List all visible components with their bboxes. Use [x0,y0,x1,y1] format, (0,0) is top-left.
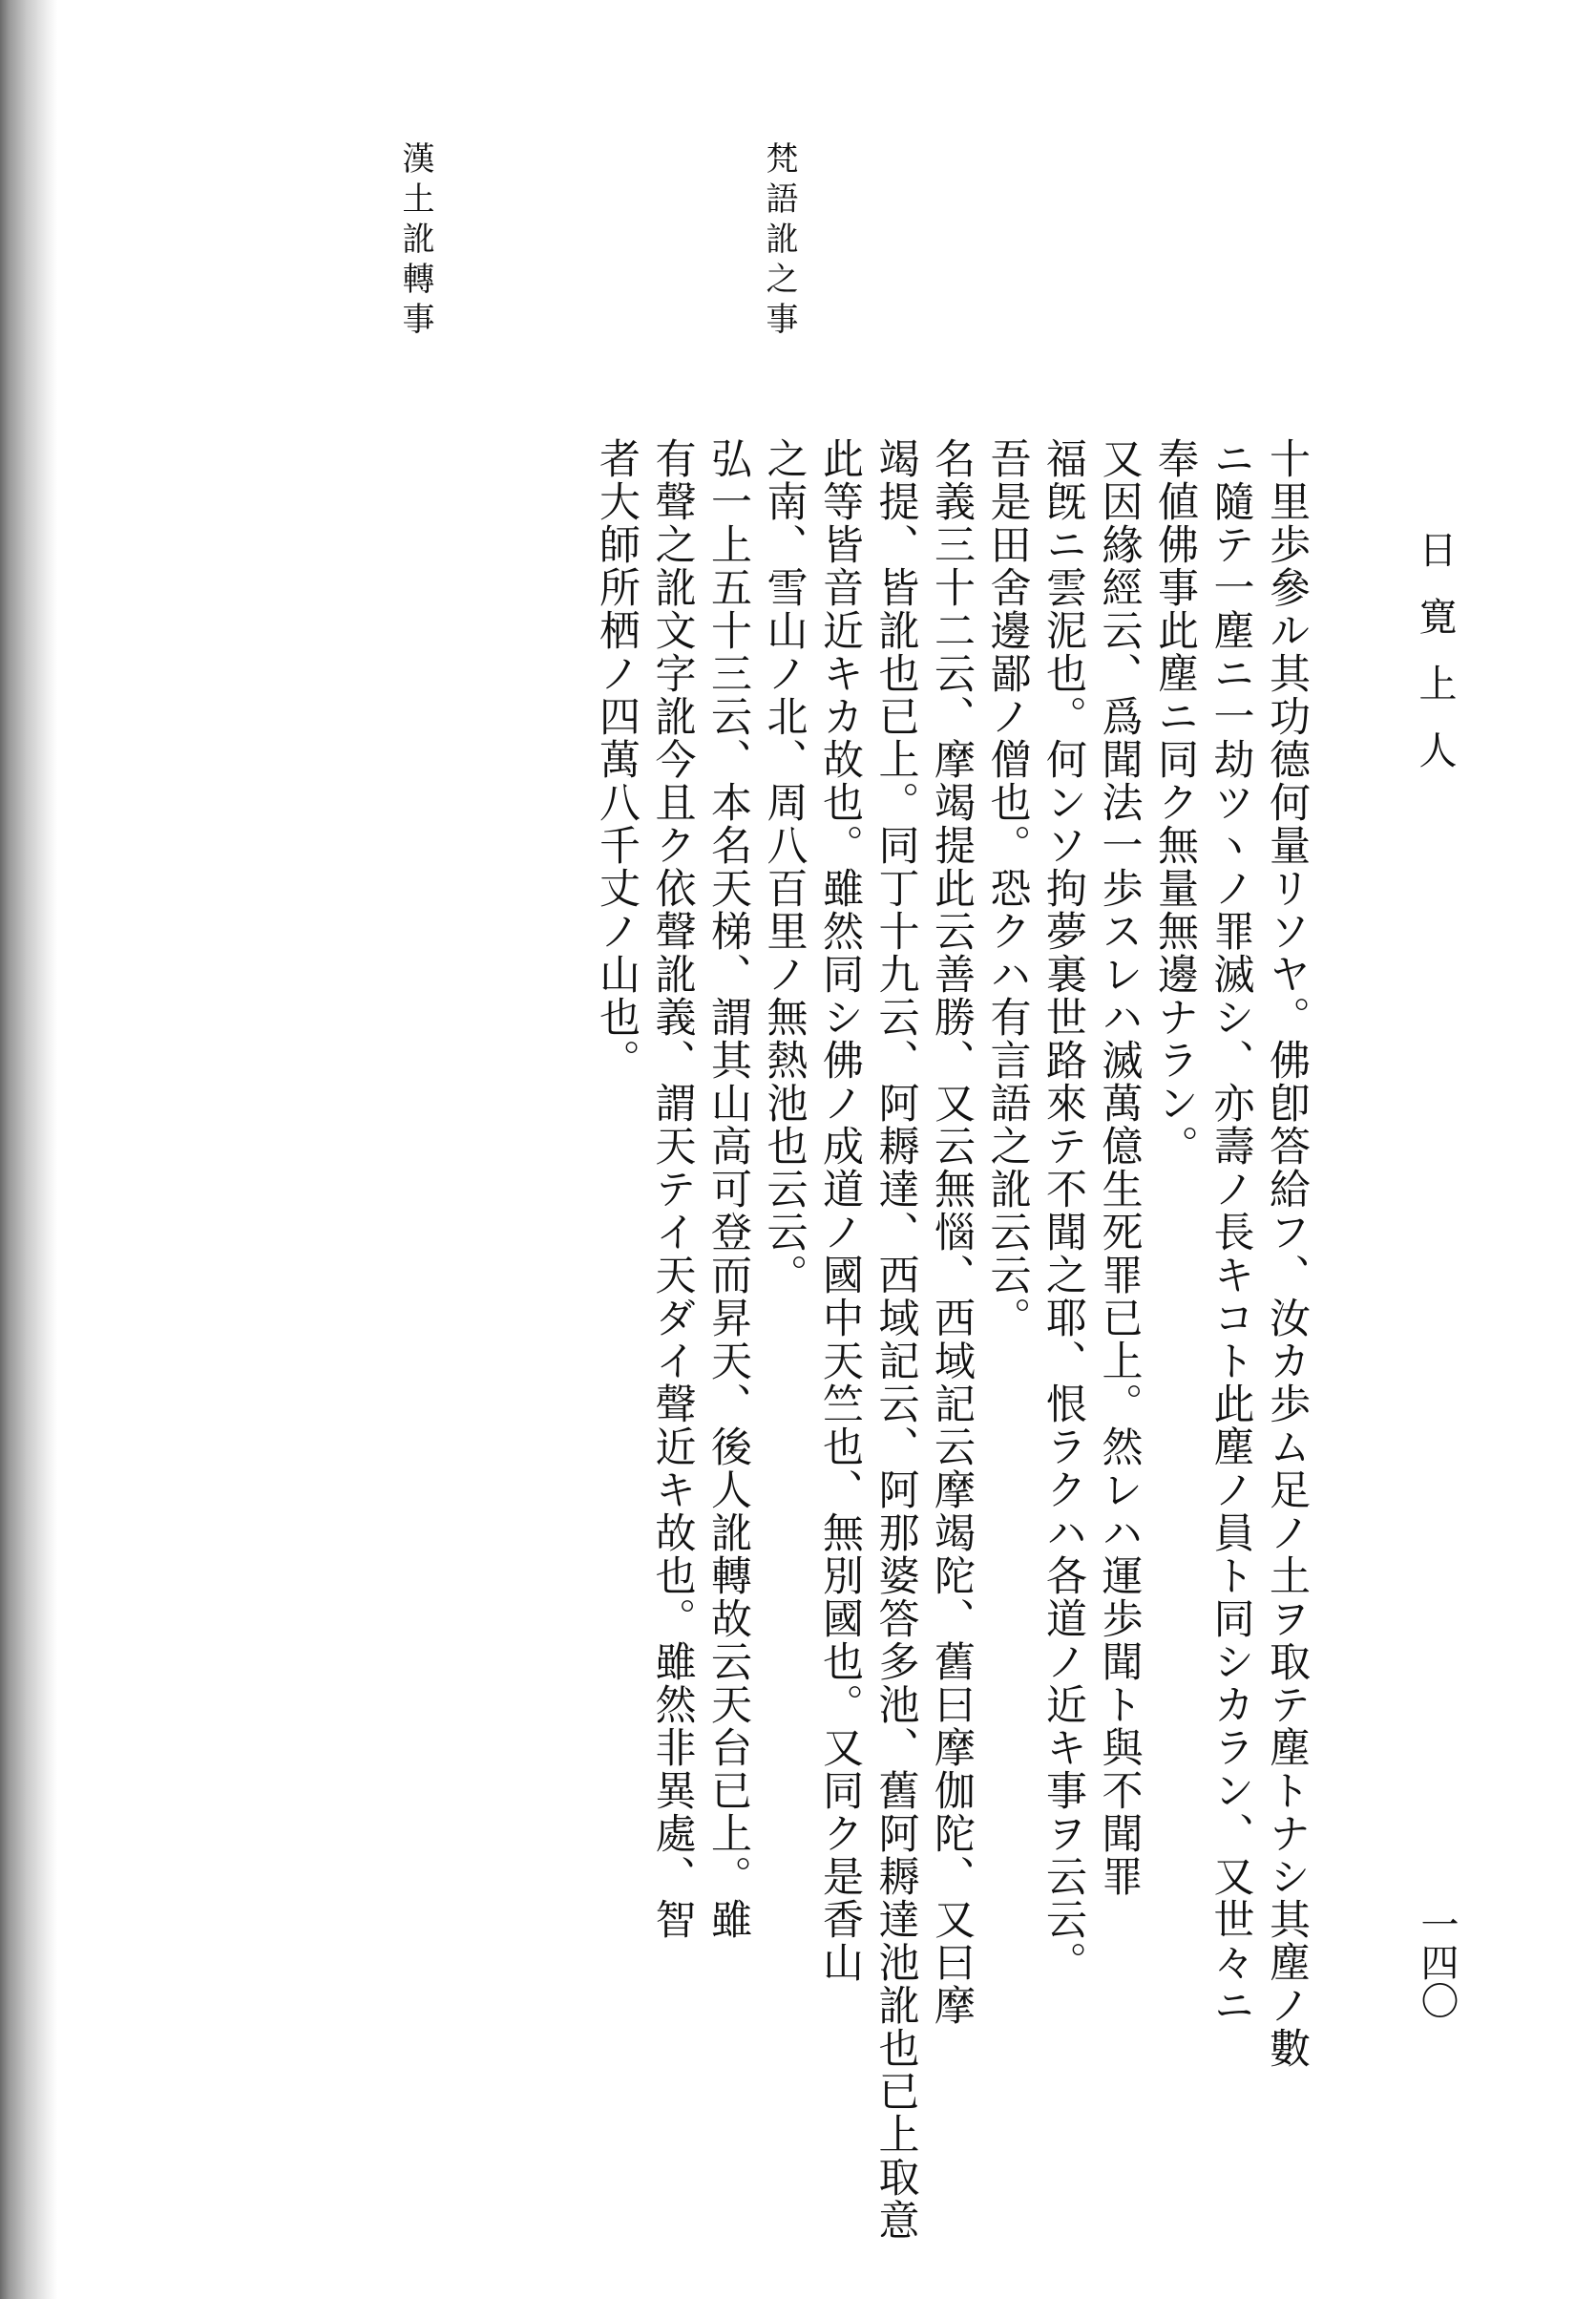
scan-gutter-shadow [0,0,57,2299]
text-column: 福旣ニ雲泥也。何ンソ拘夢裏世路來テ不聞之耶、恨ラクハ各道ノ近キ事ヲ云云。 [1040,437,1087,1984]
text-column: 有聲之訛文字訛今且ク依聲訛義、謂天テイ天ダイ聲近キ故也。雖然非異處、智 [648,437,697,1941]
text-column: 者大師所栖ノ四萬八千丈ノ山也。 [593,437,640,1082]
text-column: 之南、雪山ノ北、周八百里ノ無熱池也云云。 [760,437,808,1297]
text-column: 十里歩參ル其功德何量リソヤ。佛卽答給フ、汝カ歩ム足ノ土ヲ取テ塵トナシ其塵ノ數 [1263,437,1311,2070]
side-note: 梵語訛之事 [760,141,798,342]
text-column: 奉値佛事此塵ニ同ク無量無邊ナラン。 [1151,437,1199,1168]
text-column: 竭提、皆訛也已上。同丁十九云、阿耨達、西域記云、阿那婆答多池、舊阿耨達池訛也已上取意 [872,437,920,2242]
body-text [202,437,1311,2242]
page-number: 一四〇 [1415,1905,1459,2019]
running-head: 日寛上人 [1413,530,1457,797]
side-note: 漢土訛轉事 [396,141,434,342]
text-column: 吾是田舍邊鄙ノ僧也。恐クハ有言語之訛云云。 [983,437,1032,1339]
text-column: 名義三十二云、摩竭提此云善勝、又云無惱、西域記云摩竭陀、舊曰摩伽陀、又曰摩 [928,437,976,2027]
text-column: 又因緣經云、爲聞法一歩スレハ滅萬億生死罪已上。然レハ運歩聞ト與不聞罪 [1095,437,1144,1898]
text-column: 此等皆音近キカ故也。雖然同シ佛ノ成道ノ國中天竺也、無別國也。又同ク是香山 [816,437,864,1984]
text-column: ニ隨テ一塵ニ一劫ツヽノ罪滅シ、亦壽ノ長キコト此塵ノ員ト同シカラン、又世々ニ [1207,437,1255,2027]
text-column: 弘一上五十三云、本名天梯、謂其山高可登而昇天、後人訛轉故云天台已上。雖 [704,437,752,1941]
